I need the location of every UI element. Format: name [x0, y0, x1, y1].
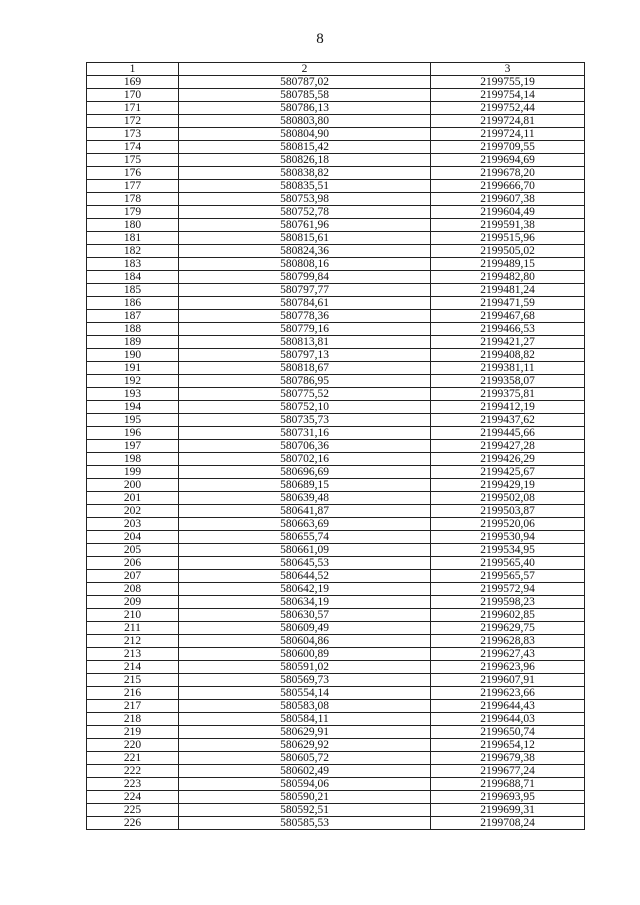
x-coordinate-cell: 580590,21: [179, 791, 431, 804]
y-coordinate-cell: 2199426,29: [431, 453, 585, 466]
x-coordinate-cell: 580591,02: [179, 661, 431, 674]
x-coordinate-cell: 580594,06: [179, 778, 431, 791]
table-row: [87, 453, 585, 466]
table-row: [87, 128, 585, 141]
table-row: [87, 310, 585, 323]
x-coordinate-cell: 580696,69: [179, 466, 431, 479]
y-coordinate-cell: 2199677,24: [431, 765, 585, 778]
x-coordinate-cell: 580731,16: [179, 427, 431, 440]
x-coordinate-cell: 580639,48: [179, 492, 431, 505]
table-row: [87, 102, 585, 115]
point-number-cell: 173: [87, 128, 179, 141]
x-coordinate-cell: 580753,98: [179, 193, 431, 206]
y-coordinate-cell: 2199421,27: [431, 336, 585, 349]
point-number-cell: 172: [87, 115, 179, 128]
y-coordinate-cell: 2199694,69: [431, 154, 585, 167]
y-coordinate-cell: 2199515,96: [431, 232, 585, 245]
y-coordinate-cell: 2199623,66: [431, 687, 585, 700]
y-coordinate-cell: 2199565,40: [431, 557, 585, 570]
point-number-cell: 184: [87, 271, 179, 284]
x-coordinate-cell: 580835,51: [179, 180, 431, 193]
x-coordinate-cell: 580803,80: [179, 115, 431, 128]
x-coordinate-cell: 580609,49: [179, 622, 431, 635]
point-number-cell: 217: [87, 700, 179, 713]
point-number-cell: 207: [87, 570, 179, 583]
table-row: [87, 609, 585, 622]
y-coordinate-cell: 2199693,95: [431, 791, 585, 804]
x-coordinate-cell: 580779,16: [179, 323, 431, 336]
y-coordinate-cell: 2199755,19: [431, 76, 585, 89]
table-row: [87, 544, 585, 557]
y-coordinate-cell: 2199629,75: [431, 622, 585, 635]
y-coordinate-cell: 2199699,31: [431, 804, 585, 817]
x-coordinate-cell: 580813,81: [179, 336, 431, 349]
table-row: [87, 531, 585, 544]
table-row: [87, 414, 585, 427]
x-coordinate-cell: 580838,82: [179, 167, 431, 180]
y-coordinate-cell: 2199572,94: [431, 583, 585, 596]
x-coordinate-cell: 580634,19: [179, 596, 431, 609]
y-coordinate-cell: 2199425,67: [431, 466, 585, 479]
point-number-cell: 199: [87, 466, 179, 479]
y-coordinate-cell: 2199709,55: [431, 141, 585, 154]
point-number-cell: 219: [87, 726, 179, 739]
y-coordinate-cell: 2199489,15: [431, 258, 585, 271]
y-coordinate-cell: 2199708,24: [431, 817, 585, 830]
y-coordinate-cell: 2199679,38: [431, 752, 585, 765]
y-coordinate-cell: 2199724,11: [431, 128, 585, 141]
x-coordinate-cell: 580584,11: [179, 713, 431, 726]
x-coordinate-cell: 580797,77: [179, 284, 431, 297]
point-number-cell: 200: [87, 479, 179, 492]
table-row: [87, 505, 585, 518]
point-number-cell: 186: [87, 297, 179, 310]
point-number-cell: 202: [87, 505, 179, 518]
table-row: [87, 479, 585, 492]
table-row: [87, 349, 585, 362]
y-coordinate-cell: 2199437,62: [431, 414, 585, 427]
x-coordinate-cell: 580585,53: [179, 817, 431, 830]
table-row: [87, 206, 585, 219]
x-coordinate-cell: 580824,36: [179, 245, 431, 258]
table-row: [87, 180, 585, 193]
table-row: [87, 752, 585, 765]
point-number-cell: 196: [87, 427, 179, 440]
x-coordinate-cell: 580786,95: [179, 375, 431, 388]
point-number-cell: 206: [87, 557, 179, 570]
column-header-x-coordinate: 2: [179, 63, 431, 76]
table-row: [87, 778, 585, 791]
x-coordinate-cell: 580735,73: [179, 414, 431, 427]
y-coordinate-cell: 2199466,53: [431, 323, 585, 336]
x-coordinate-cell: 580815,61: [179, 232, 431, 245]
y-coordinate-cell: 2199381,11: [431, 362, 585, 375]
table-row: [87, 622, 585, 635]
point-number-cell: 222: [87, 765, 179, 778]
point-number-cell: 177: [87, 180, 179, 193]
table-row: [87, 583, 585, 596]
table-row: [87, 726, 585, 739]
point-number-cell: 214: [87, 661, 179, 674]
page-number: 8: [316, 31, 324, 47]
x-coordinate-cell: 580815,42: [179, 141, 431, 154]
table-row: [87, 661, 585, 674]
point-number-cell: 210: [87, 609, 179, 622]
table-row: [87, 336, 585, 349]
y-coordinate-cell: 2199375,81: [431, 388, 585, 401]
y-coordinate-cell: 2199505,02: [431, 245, 585, 258]
table-row: [87, 258, 585, 271]
point-number-cell: 169: [87, 76, 179, 89]
point-number-cell: 220: [87, 739, 179, 752]
table-row: [87, 466, 585, 479]
x-coordinate-cell: 580689,15: [179, 479, 431, 492]
x-coordinate-cell: 580799,84: [179, 271, 431, 284]
y-coordinate-cell: 2199628,83: [431, 635, 585, 648]
table-row: [87, 297, 585, 310]
y-coordinate-cell: 2199644,43: [431, 700, 585, 713]
point-number-cell: 205: [87, 544, 179, 557]
x-coordinate-cell: 580663,69: [179, 518, 431, 531]
y-coordinate-cell: 2199482,80: [431, 271, 585, 284]
point-number-cell: 224: [87, 791, 179, 804]
point-number-cell: 216: [87, 687, 179, 700]
point-number-cell: 171: [87, 102, 179, 115]
table-row: [87, 167, 585, 180]
x-coordinate-cell: 580785,58: [179, 89, 431, 102]
y-coordinate-cell: 2199502,08: [431, 492, 585, 505]
table-row: [87, 323, 585, 336]
table-row: [87, 739, 585, 752]
column-header-point-number: 1: [87, 63, 179, 76]
point-number-cell: 198: [87, 453, 179, 466]
x-coordinate-cell: 580804,90: [179, 128, 431, 141]
table-row: [87, 570, 585, 583]
x-coordinate-cell: 580602,49: [179, 765, 431, 778]
point-number-cell: 179: [87, 206, 179, 219]
x-coordinate-cell: 580818,67: [179, 362, 431, 375]
table-row: [87, 596, 585, 609]
x-coordinate-cell: 580645,53: [179, 557, 431, 570]
table-row: [87, 219, 585, 232]
x-coordinate-cell: 580787,02: [179, 76, 431, 89]
point-number-cell: 215: [87, 674, 179, 687]
y-coordinate-cell: 2199724,81: [431, 115, 585, 128]
table-row: [87, 284, 585, 297]
point-number-cell: 193: [87, 388, 179, 401]
x-coordinate-cell: 580706,36: [179, 440, 431, 453]
table-row: [87, 193, 585, 206]
x-coordinate-cell: 580702,16: [179, 453, 431, 466]
point-number-cell: 221: [87, 752, 179, 765]
point-number-cell: 170: [87, 89, 179, 102]
table-row: [87, 557, 585, 570]
y-coordinate-cell: 2199752,44: [431, 102, 585, 115]
x-coordinate-cell: 580592,51: [179, 804, 431, 817]
point-number-cell: 180: [87, 219, 179, 232]
point-number-cell: 225: [87, 804, 179, 817]
x-coordinate-cell: 580752,78: [179, 206, 431, 219]
y-coordinate-cell: 2199412,19: [431, 401, 585, 414]
x-coordinate-cell: 580629,92: [179, 739, 431, 752]
y-coordinate-cell: 2199534,95: [431, 544, 585, 557]
point-number-cell: 181: [87, 232, 179, 245]
point-number-cell: 182: [87, 245, 179, 258]
point-number-cell: 194: [87, 401, 179, 414]
y-coordinate-cell: 2199627,43: [431, 648, 585, 661]
point-number-cell: 185: [87, 284, 179, 297]
x-coordinate-cell: 580786,13: [179, 102, 431, 115]
point-number-cell: 208: [87, 583, 179, 596]
table-body: [87, 76, 585, 830]
y-coordinate-cell: 2199408,82: [431, 349, 585, 362]
y-coordinate-cell: 2199565,57: [431, 570, 585, 583]
x-coordinate-cell: 580797,13: [179, 349, 431, 362]
y-coordinate-cell: 2199445,66: [431, 427, 585, 440]
table-header-row: [87, 63, 585, 76]
table-row: [87, 765, 585, 778]
x-coordinate-cell: 580630,57: [179, 609, 431, 622]
y-coordinate-cell: 2199520,06: [431, 518, 585, 531]
point-number-cell: 183: [87, 258, 179, 271]
y-coordinate-cell: 2199754,14: [431, 89, 585, 102]
table-row: [87, 648, 585, 661]
point-number-cell: 187: [87, 310, 179, 323]
point-number-cell: 190: [87, 349, 179, 362]
table-row: [87, 362, 585, 375]
y-coordinate-cell: 2199467,68: [431, 310, 585, 323]
x-coordinate-cell: 580600,89: [179, 648, 431, 661]
x-coordinate-cell: 580808,16: [179, 258, 431, 271]
point-number-cell: 211: [87, 622, 179, 635]
table-row: [87, 635, 585, 648]
point-number-cell: 204: [87, 531, 179, 544]
table-row: [87, 804, 585, 817]
y-coordinate-cell: 2199481,24: [431, 284, 585, 297]
table-row: [87, 687, 585, 700]
table-row: [87, 388, 585, 401]
y-coordinate-cell: 2199607,91: [431, 674, 585, 687]
table-row: [87, 245, 585, 258]
point-number-cell: 178: [87, 193, 179, 206]
x-coordinate-cell: 580605,72: [179, 752, 431, 765]
y-coordinate-cell: 2199654,12: [431, 739, 585, 752]
coordinates-table: [86, 62, 585, 830]
table-row: [87, 674, 585, 687]
table-row: [87, 232, 585, 245]
x-coordinate-cell: 580604,86: [179, 635, 431, 648]
point-number-cell: 201: [87, 492, 179, 505]
table-row: [87, 401, 585, 414]
point-number-cell: 197: [87, 440, 179, 453]
table-row: [87, 375, 585, 388]
y-coordinate-cell: 2199429,19: [431, 479, 585, 492]
y-coordinate-cell: 2199471,59: [431, 297, 585, 310]
point-number-cell: 209: [87, 596, 179, 609]
y-coordinate-cell: 2199650,74: [431, 726, 585, 739]
point-number-cell: 174: [87, 141, 179, 154]
point-number-cell: 192: [87, 375, 179, 388]
point-number-cell: 218: [87, 713, 179, 726]
y-coordinate-cell: 2199607,38: [431, 193, 585, 206]
point-number-cell: 191: [87, 362, 179, 375]
table-row: [87, 817, 585, 830]
point-number-cell: 212: [87, 635, 179, 648]
y-coordinate-cell: 2199602,85: [431, 609, 585, 622]
table-row: [87, 427, 585, 440]
table-row: [87, 89, 585, 102]
table-row: [87, 700, 585, 713]
table-row: [87, 440, 585, 453]
point-number-cell: 195: [87, 414, 179, 427]
x-coordinate-cell: 580661,09: [179, 544, 431, 557]
x-coordinate-cell: 580583,08: [179, 700, 431, 713]
table-row: [87, 115, 585, 128]
table-row: [87, 141, 585, 154]
y-coordinate-cell: 2199427,28: [431, 440, 585, 453]
column-header-y-coordinate: 3: [431, 63, 585, 76]
y-coordinate-cell: 2199358,07: [431, 375, 585, 388]
y-coordinate-cell: 2199678,20: [431, 167, 585, 180]
y-coordinate-cell: 2199530,94: [431, 531, 585, 544]
y-coordinate-cell: 2199598,23: [431, 596, 585, 609]
x-coordinate-cell: 580778,36: [179, 310, 431, 323]
y-coordinate-cell: 2199591,38: [431, 219, 585, 232]
point-number-cell: 175: [87, 154, 179, 167]
point-number-cell: 223: [87, 778, 179, 791]
y-coordinate-cell: 2199644,03: [431, 713, 585, 726]
point-number-cell: 203: [87, 518, 179, 531]
y-coordinate-cell: 2199688,71: [431, 778, 585, 791]
table-row: [87, 271, 585, 284]
y-coordinate-cell: 2199604,49: [431, 206, 585, 219]
x-coordinate-cell: 580784,61: [179, 297, 431, 310]
point-number-cell: 226: [87, 817, 179, 830]
x-coordinate-cell: 580644,52: [179, 570, 431, 583]
table-row: [87, 518, 585, 531]
x-coordinate-cell: 580775,52: [179, 388, 431, 401]
point-number-cell: 188: [87, 323, 179, 336]
x-coordinate-cell: 580642,19: [179, 583, 431, 596]
x-coordinate-cell: 580554,14: [179, 687, 431, 700]
x-coordinate-cell: 580761,96: [179, 219, 431, 232]
table-row: [87, 76, 585, 89]
x-coordinate-cell: 580641,87: [179, 505, 431, 518]
x-coordinate-cell: 580569,73: [179, 674, 431, 687]
table-row: [87, 713, 585, 726]
point-number-cell: 176: [87, 167, 179, 180]
y-coordinate-cell: 2199503,87: [431, 505, 585, 518]
x-coordinate-cell: 580826,18: [179, 154, 431, 167]
y-coordinate-cell: 2199623,96: [431, 661, 585, 674]
x-coordinate-cell: 580629,91: [179, 726, 431, 739]
point-number-cell: 213: [87, 648, 179, 661]
table-row: [87, 791, 585, 804]
y-coordinate-cell: 2199666,70: [431, 180, 585, 193]
point-number-cell: 189: [87, 336, 179, 349]
x-coordinate-cell: 580752,10: [179, 401, 431, 414]
x-coordinate-cell: 580655,74: [179, 531, 431, 544]
table-row: [87, 154, 585, 167]
table-row: [87, 492, 585, 505]
